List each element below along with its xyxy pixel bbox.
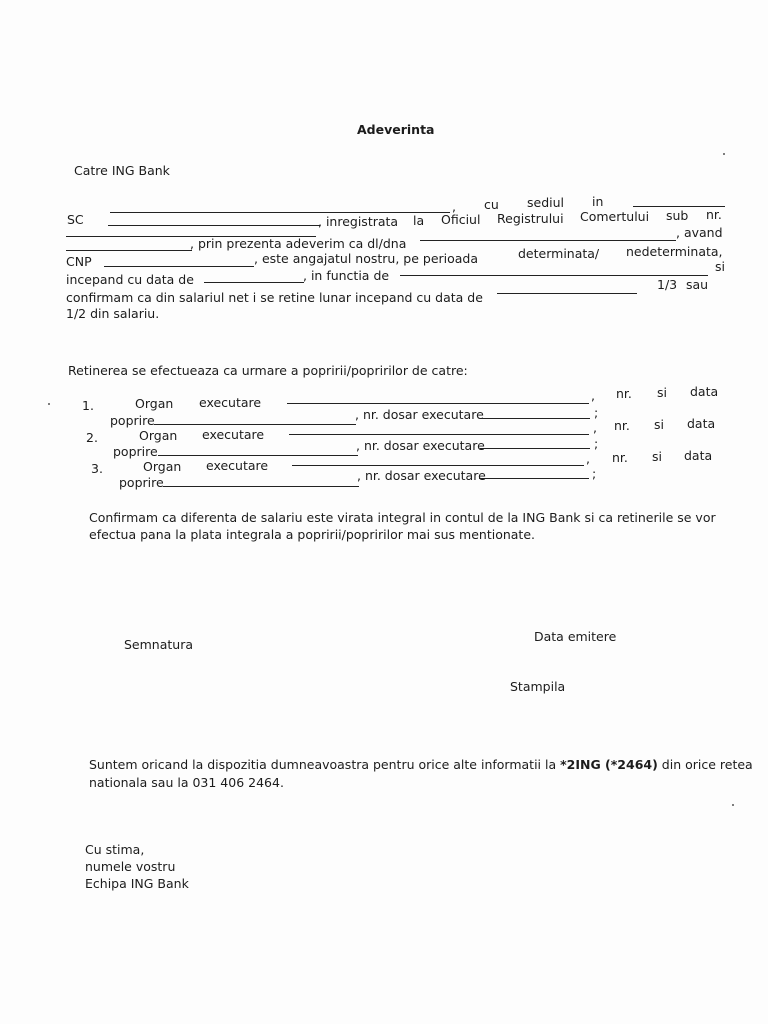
- sediul-text: sediul: [527, 195, 565, 210]
- issue-date-label: Data emitere: [534, 629, 617, 644]
- cnp-blank[interactable]: [104, 266, 254, 267]
- half-text: 1/2 din salariu.: [66, 306, 160, 321]
- contact-prefix: Suntem oricand la dispozitia dumneavoastra pentru orice alte informatii la: [89, 757, 561, 772]
- one-third-text: 1/3: [657, 277, 678, 292]
- nedeterminata-text: nedeterminata,: [626, 244, 723, 259]
- poprire-label: poprire: [113, 444, 158, 459]
- document-title: Adeverinta: [357, 122, 435, 137]
- addressee: Catre ING Bank: [74, 163, 170, 178]
- organ-blank[interactable]: [289, 434, 589, 435]
- registration-number-blank-2[interactable]: [66, 250, 192, 251]
- dosar-label: , nr. dosar executare: [356, 438, 485, 453]
- start-date-blank[interactable]: [204, 282, 304, 283]
- contact-line-2: nationala sau la 031 406 2464.: [89, 775, 284, 790]
- dosar-label: , nr. dosar executare: [357, 468, 486, 483]
- inregistrata-text: , inregistrata: [318, 214, 399, 229]
- retinere-intro: Retinerea se efectueaza ca urmare a popririi/popririlor de catre:: [68, 363, 468, 378]
- dosar-blank[interactable]: [479, 478, 589, 479]
- organ-label: Organ: [139, 428, 178, 443]
- cu-text: cu: [484, 197, 499, 212]
- poprire-blank[interactable]: [154, 424, 356, 425]
- poprire-label: poprire: [119, 475, 164, 490]
- incepand-text: incepand cu data de: [66, 272, 194, 287]
- poprire-blank[interactable]: [158, 455, 358, 456]
- poprire-label: poprire: [110, 413, 155, 428]
- nr-label: nr.: [614, 418, 630, 433]
- organ-blank[interactable]: [287, 403, 589, 404]
- executare-label: executare: [202, 427, 265, 442]
- item-end: ;: [594, 405, 599, 420]
- dosar-label: , nr. dosar executare: [355, 407, 484, 422]
- si-label: si: [657, 385, 667, 400]
- comma-text: ,: [586, 451, 590, 466]
- organ-label: Organ: [143, 459, 182, 474]
- scan-speck: [48, 403, 50, 405]
- executare-label: executare: [199, 395, 262, 410]
- data-label: data: [690, 384, 719, 399]
- closing-team: Echipa ING Bank: [85, 876, 189, 891]
- oficiul-text: Oficiul: [441, 212, 481, 227]
- dosar-blank[interactable]: [480, 418, 590, 419]
- la-text: la: [413, 213, 425, 228]
- si-text: si: [715, 259, 725, 274]
- comma-text: ,: [452, 199, 456, 214]
- scan-speck: [723, 153, 725, 155]
- confirm-line-1: Confirmam ca diferenta de salariu este virata integral in contul de la ING Bank si ca retinerile se vor: [89, 510, 716, 525]
- si-label: si: [654, 417, 664, 432]
- si-label: si: [652, 449, 662, 464]
- sau-text: sau: [686, 277, 709, 292]
- organ-blank[interactable]: [292, 465, 584, 466]
- contact-suffix: din orice retea: [657, 757, 753, 772]
- nr-text: nr.: [706, 207, 722, 222]
- nr-label: nr.: [616, 386, 632, 401]
- confirm-line-2: efectua pana la plata integrala a popririi/popririlor mai sus mentionate.: [89, 527, 535, 542]
- registrului-text: Registrului: [497, 211, 564, 226]
- comertului-text: Comertului: [580, 209, 650, 224]
- cnp-label: CNP: [66, 254, 92, 269]
- comma-text: ,: [593, 420, 597, 435]
- contact-line-1: [89, 757, 753, 772]
- stamp-label: Stampila: [510, 679, 566, 694]
- company-name-blank[interactable]: [110, 212, 450, 213]
- in-functia-text: , in functia de: [303, 268, 390, 283]
- item-number: 3.: [91, 461, 103, 476]
- item-end: ;: [594, 436, 599, 451]
- data-label: data: [684, 448, 713, 463]
- signature-label: Semnatura: [124, 637, 194, 652]
- executare-label: executare: [206, 458, 269, 473]
- in-text: in: [592, 194, 604, 209]
- organ-label: Organ: [135, 396, 174, 411]
- determinata-text: determinata/: [518, 246, 600, 261]
- este-angajatul-text: , este angajatul nostru, pe perioada: [254, 251, 479, 266]
- contact-short-number: *2ING (*2464): [560, 757, 658, 772]
- prin-prezenta-text: , prin prezenta adeverim ca dl/dna: [190, 236, 407, 251]
- item-number: 2.: [86, 430, 98, 445]
- scan-speck: [732, 804, 734, 806]
- item-end: ;: [592, 466, 597, 481]
- poprire-blank[interactable]: [163, 486, 359, 487]
- nr-label: nr.: [612, 450, 628, 465]
- sc-label: SC: [67, 212, 84, 227]
- data-label: data: [687, 416, 716, 431]
- avand-text: , avand: [676, 225, 723, 240]
- employee-name-blank[interactable]: [420, 240, 676, 241]
- confirmam-text: confirmam ca din salariul net i se retine lunar incepand cu data de: [66, 290, 483, 305]
- sub-text: sub: [666, 208, 689, 223]
- sc-blank[interactable]: [108, 225, 320, 226]
- dosar-blank[interactable]: [480, 448, 590, 449]
- closing-name: numele vostru: [85, 859, 176, 874]
- comma-text: ,: [591, 388, 595, 403]
- retention-date-blank[interactable]: [497, 293, 637, 294]
- item-number: 1.: [82, 398, 94, 413]
- function-blank[interactable]: [400, 275, 708, 276]
- closing-greeting: Cu stima,: [85, 842, 145, 857]
